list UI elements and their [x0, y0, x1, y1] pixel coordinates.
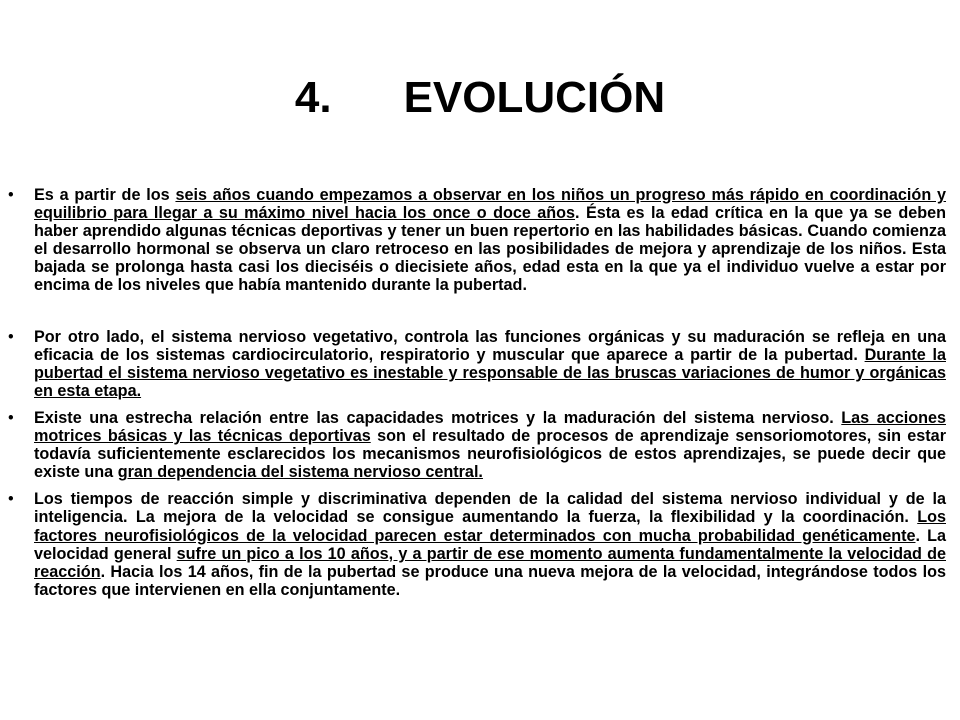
bullet-dot-icon: •	[8, 490, 14, 509]
bullet-item	[8, 490, 946, 599]
title-number: 4.	[294, 73, 332, 122]
bullet-text-segment: Los tiempos de reacción simple y discriminativa dependen de la calidad del sistema nervioso individual y de la inteligencia. La mejora de la velocidad se consigue aumentando la fuerza, la flexibilidad y la coordinación.	[34, 490, 946, 527]
bullet-underlined-segment: Las acciones motrices básicas y las técnicas deportivas	[34, 408, 946, 446]
bullet-underlined-segment: gran dependencia del sistema nervioso central.	[117, 463, 483, 482]
bullet-text-segment: . Ésta es la edad crítica en la que ya se deben haber aprendido algunas técnicas deportivas y tener un buen repertorio en las habilidades básicas. Cuando comienza el desarrollo hormonal se observa un claro retroceso en las posibilidades de mejora y aprendizaje de los niños. Esta bajada se prolonga hasta casi los dieciséis o diecisiete años, edad esta en la que ya el individuo vuelve a estar por encima de los niveles que había mantenido durante la pubertad.	[34, 204, 946, 295]
bullet-dot-icon: •	[8, 186, 14, 204]
bullet-text-segment: Por otro lado, el sistema nervioso vegetativo, controla las funciones orgánicas y su maduración se refleja en una eficacia de los sistemas cardiocirculatorio, respiratorio y muscular que aparece a partir de la pubertad.	[34, 327, 946, 364]
bullet-underlined-segment: Los factores neurofisiológicos de la velocidad parecen estar determinados con mucha probabilidad genéticamente	[34, 508, 946, 545]
bullet-list	[8, 186, 947, 599]
bullet-text-segment: . La velocidad general	[34, 526, 946, 563]
bullet-underlined-segment: seis años cuando empezamos a observar en los niños un progreso más rápido en coordinación y equilibrio para llegar a su máximo nivel hacia los once o doce años	[34, 186, 947, 223]
bullet-item	[8, 408, 946, 482]
bullet-dot-icon: •	[8, 327, 14, 346]
slide-title	[0, 70, 960, 126]
bullet-item	[8, 186, 947, 295]
bullet-underlined-segment: sufre un pico a los 10 años, y a partir de ese momento aumenta fundamentalmente la velocidad de reacción	[34, 544, 946, 581]
bullet-underlined-segment: Durante la pubertad el sistema nervioso vegetativo es inestable y responsable de las bruscas variaciones de humor y orgánicas en esta etapa.	[34, 345, 946, 400]
bullet-text-segment: son el resultado de procesos de aprendizaje sensoriomotores, sin estar todavía suficientemente esclarecidos los mecanismos neurofisiológicos de estos aprendizajes, se puede decir que existe una	[34, 427, 946, 482]
bullet-text-segment: . Hacia los 14 años, fin de la pubertad se produce una nueva mejora de la velocidad, integrándose todos los factores que intervienen en ella conjuntamente.	[34, 562, 946, 599]
bullet-item	[8, 327, 946, 400]
title-text: EVOLUCIÓN	[403, 73, 666, 122]
bullet-text-segment: Existe una estrecha relación entre las capacidades motrices y la maduración del sistema nervioso.	[34, 408, 842, 427]
bullet-text-segment: Es a partir de los	[34, 186, 176, 204]
bullet-dot-icon: •	[8, 408, 14, 427]
